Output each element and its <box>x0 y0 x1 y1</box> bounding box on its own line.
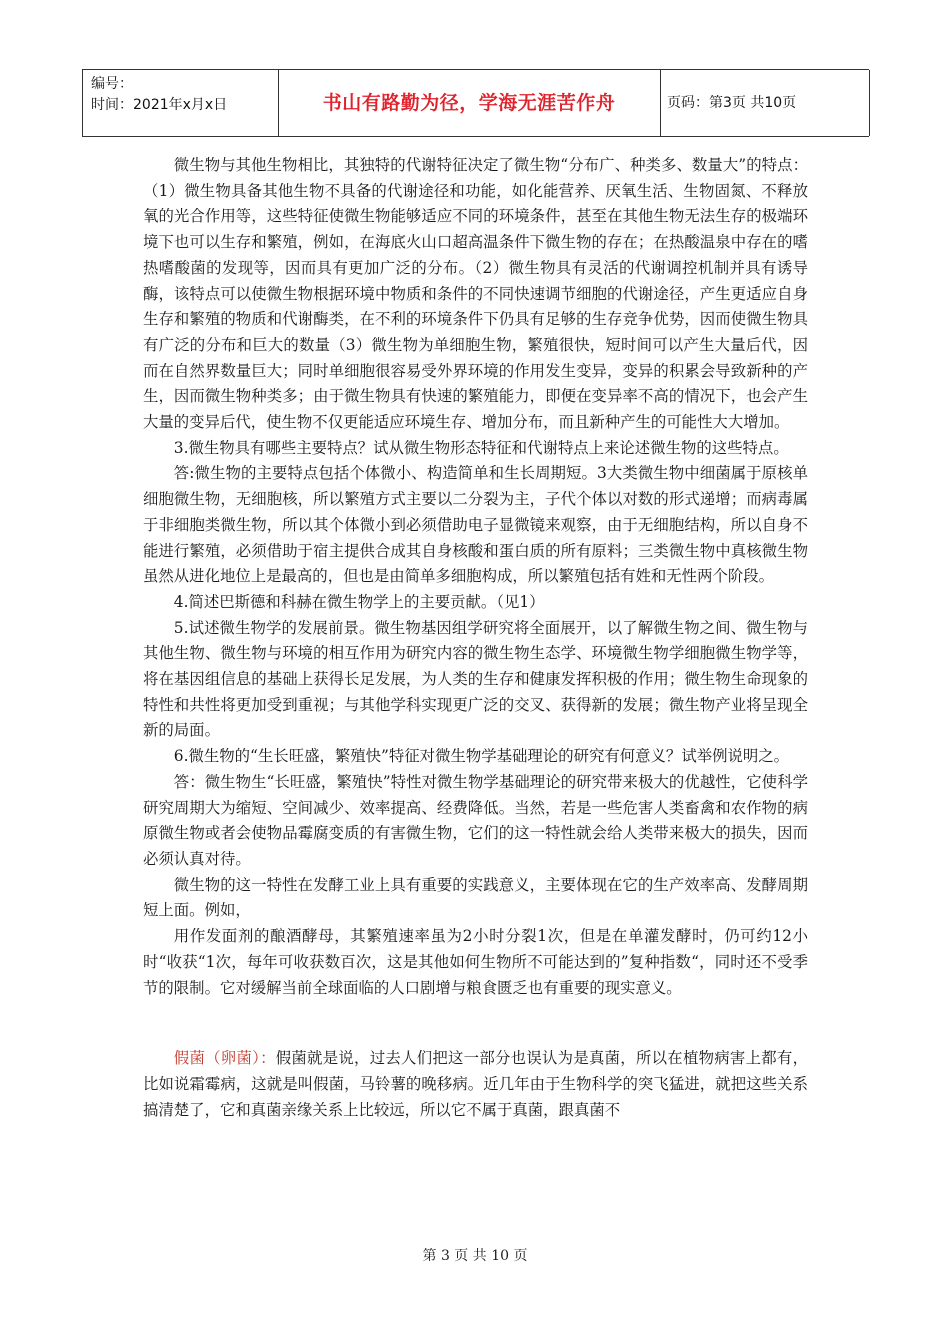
answer-6: 答：微生物生“长旺盛，繁殖快”特性对微生物学基础理论的研究带来极大的优越性，它使科学研究周期大为缩短、空间减少、效率提高、经费降低。当然，若是一些危害人类畜禽和农作物的病原微生物或者会使物品霉腐变质的有害微生物，它们的这一特性就会给人类带来极大的损失，因而必须认真对待。 <box>143 772 808 868</box>
document-body <box>143 153 808 1123</box>
serial-label: 编号： <box>91 76 133 92</box>
page-number-label: 页码：第3页 共10页 <box>667 95 797 111</box>
page-footer: 第 3 页 共 10 页 <box>422 1248 528 1264</box>
date-label: 时间：2021年x月x日 <box>91 97 228 113</box>
header-motto-cell <box>278 70 661 136</box>
term-definition: 假菌就是说，过去人们把这一部分也误认为是真菌，所以在植物病害上都有，比如说霜霉病，这就是叫假菌，马铃薯的晚移病。近几年由于生物科学的突飞猛进，就把这些关系搞清楚了，它和真菌亲缘关系上比较远，所以它不属于真菌，跟真菌不 <box>143 1049 808 1119</box>
answer-3: 答:微生物的主要特点包括个体微小、构造简单和生长周期短。3大类微生物中细菌属于原核单细胞微生物，无细胞核，所以繁殖方式主要以二分裂为主，子代个体以对数的形式递增；而病毒属于非细胞类微生物，所以其个体微小到必须借助电子显微镜来观察，由于无细胞结构，所以自身不能进行繁殖，必须借助于宿主提供合成其自身核酸和蛋白质的所有原料；三类微生物中真核微生物虽然从进化地位上是最高的，但也是由简单多细胞构成，所以繁殖包括有姓和无性两个阶段。 <box>143 464 808 586</box>
question-4: 4.简述巴斯德和科赫在微生物学上的主要贡献。（见1） <box>173 592 545 611</box>
term-highlight: 假菌（卵菌）： <box>173 1049 276 1068</box>
paragraph: 微生物与其他生物相比，其独特的代谢特征决定了微生物“分布广、种类多、数量大”的特点：（1）微生物具备其他生物不具备的代谢途径和功能，如化能营养、厌氧生活、生物固氮、不释放氧的光合作用等，这些特征使微生物能够适应不同的环境条件，甚至在其他生物无法生存的极端环境下也可以生存和繁殖，例如，在海底火山口超高温条件下微生物的存在；在热酸温泉中存在的嗜热嗜酸菌的发现等，因而具有更加广泛的分布。（2）微生物具有灵活的代谢调控机制并具有诱导酶，该特点可以使微生物根据环境中物质和条件的不同快速调节细胞的代谢途径，产生更适应自身生存和繁殖的物质和代谢酶类，在不利的环境条件下仍具有足够的生存竞争优势，因而使微生物具有广泛的分布和巨大的数量（3）微生物为单细胞生物，繁殖很快，短时间可以产生大量后代，因而在自然界数量巨大；同时单细胞很容易受外界环境的作用发生变异，变异的积累会导致新种的产生，因而微生物种类多；由于微生物具有快速的繁殖能力，即便在变异率不高的情况下，也会产生大量的变异后代，使生物不仅更能适应环境生存、增加分布，而且新种产生的可能性大大增加。 <box>143 156 808 432</box>
motto: 书山有路勤为径，学海无涯苦作舟 <box>322 92 616 114</box>
header-page-cell <box>661 70 870 136</box>
paragraph: 用作发面剂的酿酒酵母，其繁殖速率虽为2小时分裂1次，但是在单灌发酵时，仍可约12小时“收获“1次，每年可收获数百次，这是其他如何生物所不可能达到的”复种指数“，同时还不受季节的限制。它对缓解当前全球面临的人口剧增与粮食匮乏也有重要的现实意义。 <box>143 927 808 997</box>
question-3: 3.微生物具有哪些主要特点？试从微生物形态特征和代谢特点上来论述微生物的这些特点。 <box>173 438 789 457</box>
pseudo-fungi-paragraph <box>143 1046 808 1123</box>
question-5: 5.试述微生物学的发展前景。微生物基因组学研究将全面展开，以了解微生物之间、微生物与其他生物、微生物与环境的相互作用为研究内容的微生物生态学、环境微生物学细胞微生物学等，将在基因组信息的基础上获得长足发展，为人类的生存和健康发挥积极的作用；微生物生命现象的特性和共性将更加受到重视；与其他学科实现更广泛的交叉、获得新的发展；微生物产业将呈现全新的局面。 <box>143 618 808 740</box>
header-table <box>82 69 869 137</box>
question-6: 6.微生物的“生长旺盛，繁殖快”特征对微生物学基础理论的研究有何意义？试举例说明之。 <box>173 747 790 766</box>
paragraph: 微生物的这一特性在发酵工业上具有重要的实践意义，主要体现在它的生产效率高、发酵周期短上面。例如， <box>143 875 808 920</box>
blank-space <box>143 1001 808 1046</box>
header-meta-cell <box>82 70 279 136</box>
